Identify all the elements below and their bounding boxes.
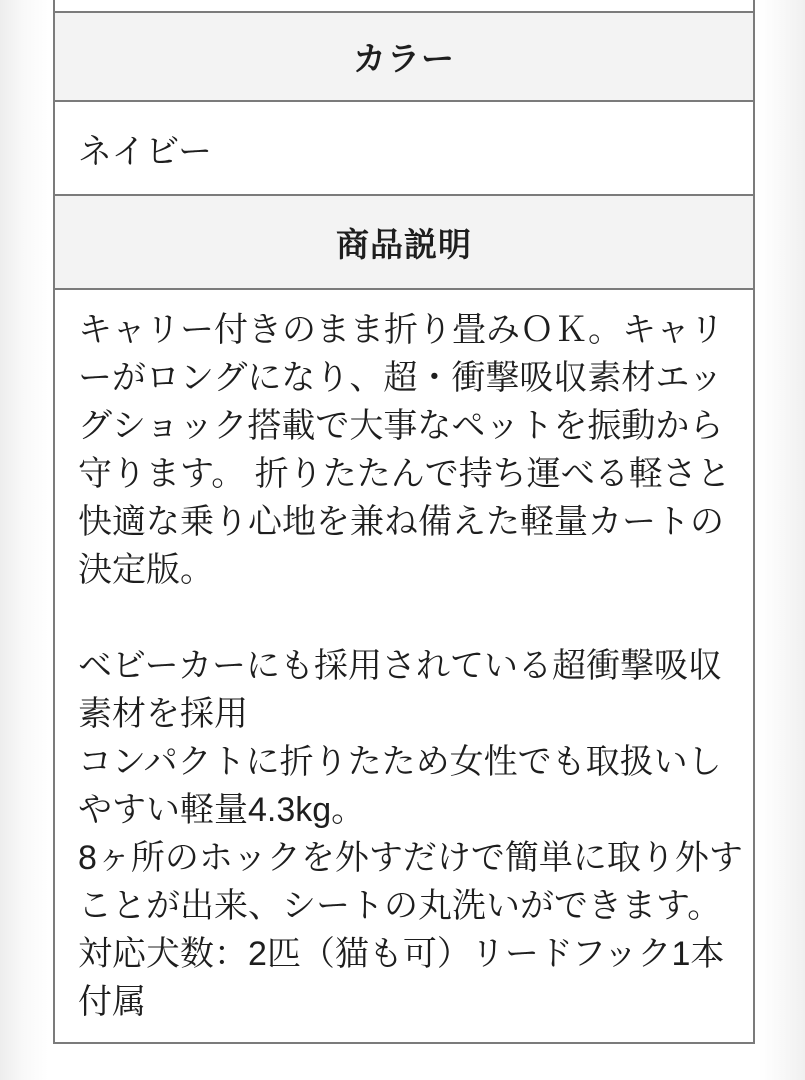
color-header-label: カラー (353, 40, 455, 77)
description-line: ベビーカーにも採用されている超衝撃吸収 (78, 647, 722, 685)
description-line: 守ります。 折りたたんで持ち運べる軽さと (78, 455, 731, 493)
description-line: やすい軽量4.3kg。 (78, 791, 366, 829)
description-line: グショック搭載で大事なペットを振動から (78, 407, 724, 445)
description-line (78, 594, 733, 642)
table-row-partial-top (55, 0, 753, 13)
page-left-edge-shadow (0, 0, 48, 1080)
color-value-cell (55, 102, 753, 196)
description-line: 決定版。 (78, 551, 214, 589)
page-right-edge-shadow (759, 0, 805, 1080)
color-header-cell (55, 13, 753, 102)
description-line: 素材を採用 (78, 695, 248, 733)
product-spec-table (53, 0, 755, 1044)
description-line: キャリー付きのまま折り畳みＯＫ。キャリ (78, 311, 724, 349)
description-header-label: 商品説明 (336, 225, 472, 263)
description-line: 対応犬数：2匹（猫も可）リードフック1本 (78, 935, 725, 973)
description-header-cell (55, 196, 753, 290)
color-value-label: ネイビー (78, 132, 212, 171)
description-line: 8ヶ所のホックを外すだけで簡単に取り外す (78, 839, 743, 877)
description-line: 付属 (78, 983, 146, 1021)
description-line: 快適な乗り心地を兼ね備えた軽量カートの (78, 503, 724, 541)
description-line: ことが出来、シートの丸洗いができます。 (78, 887, 722, 925)
description-line: コンパクトに折りたため女性でも取扱いし (78, 743, 722, 781)
description-cell (55, 290, 753, 1044)
description-line: ーがロングになり、超・衝撃吸収素材エッ (78, 359, 723, 397)
